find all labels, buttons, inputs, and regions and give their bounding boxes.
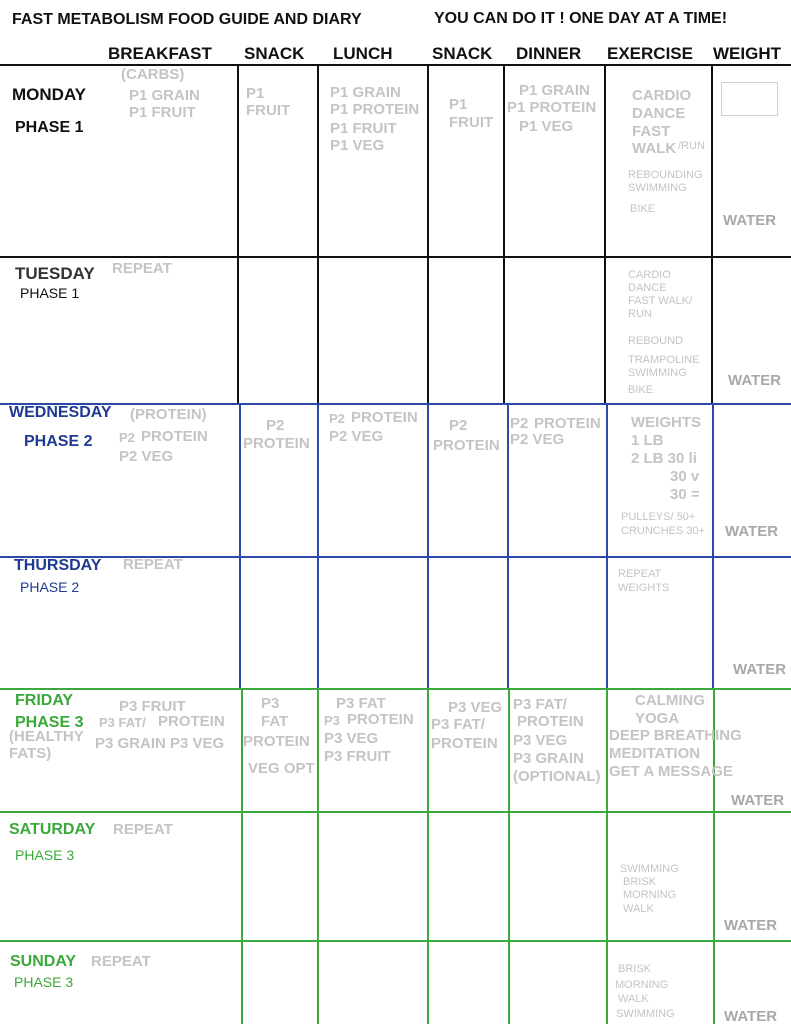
exercise-entry: CARDIO xyxy=(632,87,692,104)
dinner-entry: PROTEIN xyxy=(534,415,601,432)
weight-input-box[interactable] xyxy=(721,82,778,116)
water-label: WATER xyxy=(724,1008,778,1025)
breakfast-entry: P1 FRUIT xyxy=(129,104,196,121)
breakfast-entry: P3 FAT/ xyxy=(99,715,146,730)
dinner-entry: P1 GRAIN xyxy=(519,82,590,99)
col-divider xyxy=(427,404,429,689)
breakfast-entry: P1 GRAIN xyxy=(129,87,200,104)
exercise-entry: 30 = xyxy=(670,486,700,503)
breakfast-entry: (HEALTHY xyxy=(9,728,84,745)
snack-entry: P2 xyxy=(449,417,468,434)
snack-entry: P3 VEG xyxy=(448,699,503,716)
exercise-entry: REPEAT xyxy=(618,568,662,580)
dinner-entry: P3 VEG xyxy=(513,732,568,749)
day-saturday: SATURDAY xyxy=(9,821,96,838)
exercise-entry: PULLEYS/ 50+ xyxy=(621,511,696,523)
breakfast-entry: P2 xyxy=(119,430,135,445)
exercise-entry: CALMING xyxy=(635,692,705,709)
exercise-entry: FAST xyxy=(632,123,671,140)
lunch-entry: P2 VEG xyxy=(329,428,384,445)
exercise-entry: SWIMMING xyxy=(628,182,687,194)
breakfast-entry: (PROTEIN) xyxy=(130,406,207,423)
row-divider xyxy=(0,556,791,558)
snack-entry: P3 xyxy=(261,695,280,712)
breakfast-entry: PROTEIN xyxy=(141,428,208,445)
lunch-entry: P1 VEG xyxy=(330,137,385,154)
col-exercise: EXERCISE xyxy=(607,44,693,63)
lunch-entry: P1 GRAIN xyxy=(330,84,401,101)
lunch-entry: P3 VEG xyxy=(324,730,379,747)
exercise-entry: REBOUNDING xyxy=(628,169,703,181)
dinner-entry: P2 xyxy=(510,415,529,432)
exercise-entry: WEIGHTS xyxy=(618,582,670,594)
dinner-entry: P2 VEG xyxy=(510,431,565,448)
exercise-entry: DANCE xyxy=(632,105,686,122)
day-sunday: SUNDAY xyxy=(10,953,77,970)
phase-label: PHASE 1 xyxy=(15,119,84,136)
col-divider xyxy=(604,64,606,404)
exercise-entry: TRAMPOLINE xyxy=(628,354,700,366)
col-divider xyxy=(427,64,429,404)
exercise-entry: 1 LB xyxy=(631,432,664,449)
phase-label: PHASE 1 xyxy=(20,285,80,301)
phase-label: PHASE 2 xyxy=(24,433,93,450)
repeat-note: REPEAT xyxy=(113,821,173,838)
col-divider xyxy=(606,689,608,1024)
breakfast-entry: (CARBS) xyxy=(121,66,185,83)
exercise-entry: FAST WALK/ xyxy=(628,295,693,307)
exercise-entry: 2 LB 30 li xyxy=(631,450,697,467)
row-divider xyxy=(0,64,791,66)
dinner-entry: P1 VEG xyxy=(519,118,574,135)
col-divider xyxy=(317,689,319,1024)
exercise-entry: WALK xyxy=(623,903,654,915)
exercise-entry: MEDITATION xyxy=(609,745,701,762)
water-label: WATER xyxy=(733,661,787,678)
exercise-entry: BIKE xyxy=(630,203,656,215)
phase-label: PHASE 3 xyxy=(14,974,74,990)
snack-entry: PROTEIN xyxy=(431,735,498,752)
water-label: WATER xyxy=(725,523,779,540)
col-divider xyxy=(237,64,239,404)
exercise-entry: RUN xyxy=(628,308,652,320)
snack-entry: FRUIT xyxy=(246,102,291,119)
col-divider xyxy=(507,404,509,689)
water-label: WATER xyxy=(724,917,778,934)
row-divider xyxy=(0,688,791,690)
dinner-entry: PROTEIN xyxy=(517,713,584,730)
phase-label: PHASE 3 xyxy=(15,714,84,731)
col-divider xyxy=(712,404,714,689)
dinner-entry: P3 GRAIN xyxy=(513,750,584,767)
exercise-entry: SWIMMING xyxy=(620,863,679,875)
col-snack-1: SNACK xyxy=(244,44,305,63)
motto: YOU CAN DO IT ! ONE DAY AT A TIME! xyxy=(434,10,728,27)
exercise-entry: YOGA xyxy=(635,710,680,727)
row-divider xyxy=(0,811,791,813)
snack-entry: P2 xyxy=(266,417,285,434)
col-divider xyxy=(317,404,319,689)
lunch-entry: PROTEIN xyxy=(351,409,418,426)
col-divider xyxy=(508,689,510,1024)
row-divider xyxy=(0,940,791,942)
phase-label: PHASE 2 xyxy=(20,579,80,595)
row-divider xyxy=(0,403,791,405)
breakfast-entry: P2 VEG xyxy=(119,448,174,465)
breakfast-entry: P3 GRAIN P3 VEG xyxy=(95,735,225,752)
snack-entry: PROTEIN xyxy=(433,437,500,454)
col-snack-2: SNACK xyxy=(432,44,493,63)
day-monday: MONDAY xyxy=(12,85,86,104)
exercise-entry: BRISK xyxy=(618,963,652,975)
exercise-entry: DANCE xyxy=(628,282,667,294)
col-weight: WEIGHT xyxy=(713,44,781,63)
phase-label: PHASE 3 xyxy=(15,847,75,863)
lunch-entry: P1 PROTEIN xyxy=(330,101,420,118)
breakfast-entry: P3 FRUIT xyxy=(119,698,186,715)
water-label: WATER xyxy=(723,212,777,229)
breakfast-entry: PROTEIN xyxy=(158,713,225,730)
exercise-entry: /RUN xyxy=(678,140,705,152)
col-divider xyxy=(427,689,429,1024)
snack-entry: P1 xyxy=(246,85,265,102)
exercise-entry: CARDIO xyxy=(628,269,671,281)
lunch-entry: P2 xyxy=(329,411,345,426)
day-friday: FRIDAY xyxy=(15,692,74,709)
snack-entry: VEG OPT xyxy=(248,760,315,777)
day-tuesday: TUESDAY xyxy=(15,264,95,283)
exercise-entry: GET A MESSAGE xyxy=(609,763,733,780)
repeat-note: REPEAT xyxy=(91,953,151,970)
exercise-entry: SWIMMING xyxy=(616,1008,675,1020)
lunch-entry: P3 xyxy=(324,713,340,728)
exercise-entry: MORNING xyxy=(623,889,677,901)
col-divider xyxy=(317,64,319,404)
page-title: FAST METABOLISM FOOD GUIDE AND DIARY xyxy=(12,11,362,28)
water-label: WATER xyxy=(728,372,782,389)
lunch-entry: P3 FRUIT xyxy=(324,748,391,765)
snack-entry: P3 FAT/ xyxy=(431,716,485,733)
col-divider xyxy=(711,64,713,404)
day-wednesday: WEDNESDAY xyxy=(9,404,112,421)
dinner-entry: P3 FAT/ xyxy=(513,696,567,713)
repeat-note: REPEAT xyxy=(123,556,183,573)
exercise-entry: DEEP BREATHING xyxy=(609,727,742,744)
row-divider xyxy=(0,256,791,258)
snack-entry: PROTEIN xyxy=(243,733,310,750)
snack-entry: P1 xyxy=(449,96,468,113)
dinner-entry: P1 PROTEIN xyxy=(507,99,597,116)
breakfast-entry: FATS) xyxy=(9,745,52,762)
col-divider xyxy=(503,64,505,404)
snack-entry: FAT xyxy=(261,713,289,730)
col-divider xyxy=(239,404,241,689)
col-breakfast: BREAKFAST xyxy=(108,44,212,63)
exercise-entry: WALK xyxy=(632,140,677,157)
day-thursday: THURSDAY xyxy=(14,557,102,574)
lunch-entry: P3 FAT xyxy=(336,695,386,712)
exercise-entry: SWIMMING xyxy=(628,367,687,379)
exercise-entry: BRISK xyxy=(623,876,657,888)
exercise-entry: WEIGHTS xyxy=(631,414,701,431)
repeat-note: REPEAT xyxy=(112,260,172,277)
exercise-entry: WALK xyxy=(618,993,649,1005)
dinner-entry: (OPTIONAL) xyxy=(513,768,601,785)
snack-entry: FRUIT xyxy=(449,114,494,131)
col-dinner: DINNER xyxy=(516,44,582,63)
exercise-entry: REBOUND xyxy=(628,335,684,347)
exercise-entry: BIKE xyxy=(628,384,654,396)
lunch-entry: PROTEIN xyxy=(347,711,414,728)
water-label: WATER xyxy=(731,792,785,809)
exercise-entry: CRUNCHES 30+ xyxy=(621,525,706,537)
snack-entry: PROTEIN xyxy=(243,435,310,452)
exercise-entry: 30 v xyxy=(670,468,700,485)
lunch-entry: P1 FRUIT xyxy=(330,120,397,137)
col-divider xyxy=(606,404,608,689)
exercise-entry: MORNING xyxy=(615,979,669,991)
col-lunch: LUNCH xyxy=(333,44,393,63)
